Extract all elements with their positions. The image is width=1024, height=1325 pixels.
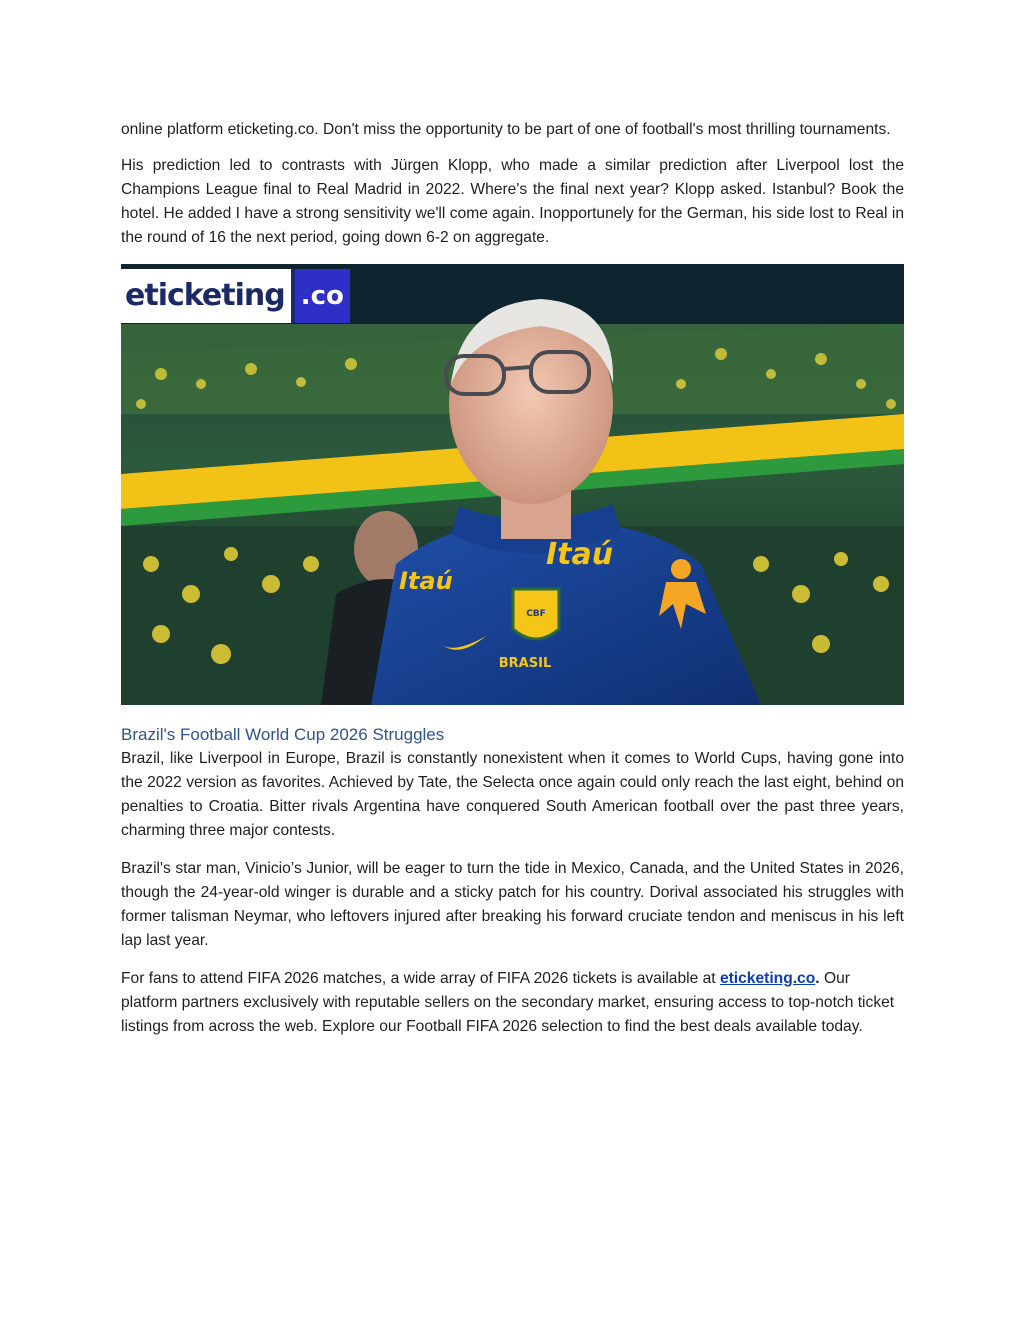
intro-paragraph: online platform eticketing.co. Don't miss the opportunity to be part of one of football's most thrilling tournaments.	[121, 121, 891, 138]
tickets-dot: .	[815, 970, 820, 987]
crest-label-text: BRASIL	[498, 656, 552, 671]
sleeve-sponsor-text: Itaú	[399, 567, 453, 595]
eticketing-logo	[121, 269, 350, 323]
klopp-paragraph: His prediction led to contrasts with Jürgen Klopp, who made a similar prediction after Liverpool lost the Champions League final to Real Madrid in 2022. Where's the final next year? Klopp asked. Istanbul? Book the hotel. He added I have a strong sensitivity we'll come again. Inopportunely for the German, his side lost to Real in the round of 16 the next period, going down 6-2 on aggregate.	[121, 157, 904, 246]
chest-sponsor-text: Itaú	[546, 537, 614, 572]
brazil-paragraph-2: Brazil's star man, Vinicio’s Junior, will be eager to turn the tide in Mexico, Canada, and the United States in 2026, though the 24-year-old winger is durable and a sticky patch for his country. Dorival associated his struggles with former talisman Neymar, who leftovers injured after breaking his forward cruciate tendon and meniscus in his left lap last year.	[121, 860, 904, 949]
eticketing-link[interactable]: eticketing.co	[719, 970, 816, 987]
logo-main-text: eticketing	[121, 269, 291, 323]
tickets-text-after: Our platform partners exclusively with reputable sellers on the secondary market, ensuring access to top-notch ticket listings from across the web. Explore our Football FIFA 2026 selection to find the best deals available today.	[121, 970, 895, 1035]
tickets-text-before: For fans to attend FIFA 2026 matches, a wide array of FIFA 2026 tickets is available at	[121, 970, 720, 987]
stadium-scene-graphic	[121, 264, 904, 705]
crest-text: CBF	[526, 609, 546, 619]
document-page	[121, 118, 904, 1039]
brazil-paragraph-1: Brazil, like Liverpool in Europe, Brazil is constantly nonexistent when it comes to World Cups, having gone into the 2022 version as favorites. Achieved by Tate, the Selecta once again could only reach the last eight, behind on penalties to Croatia. Bitter rivals Argentina have conquered South American football over the past three years, charming three major contests.	[121, 750, 904, 839]
coach-photo	[121, 264, 904, 705]
logo-tld-text: .co	[295, 269, 350, 323]
section-heading: Brazil's Football World Cup 2026 Struggles	[121, 725, 445, 744]
tickets-paragraph	[121, 967, 904, 1039]
